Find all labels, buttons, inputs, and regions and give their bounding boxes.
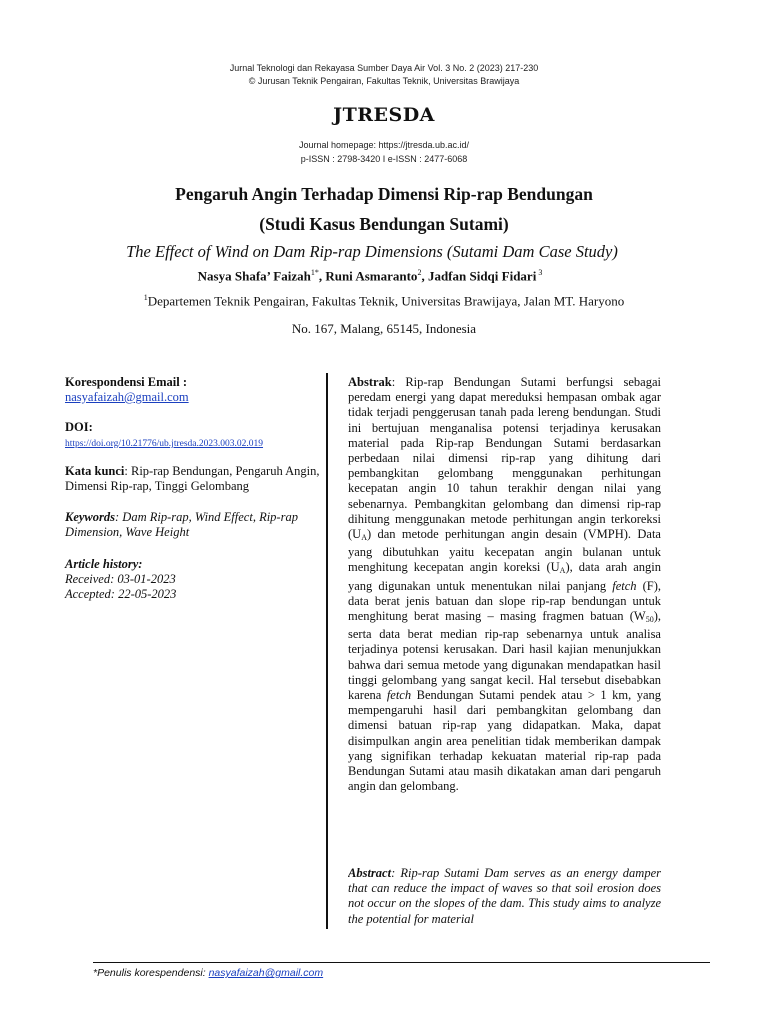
doi-block <box>65 420 323 452</box>
abstrak-text: ) dan metode perhitungan angin desain (VMPH). Data yang dibutuhkan yaitu kecepatan angin bulanan untuk menghitung kecepatan angin koreksi (U <box>348 527 661 575</box>
abstrak-text: Bendungan Sutami pendek atau > 1 km, yang mempengaruhi hasil dari pembangkitan gelombang dan dimensi batuan rip-rap yang didapatkan. Maka, dapat disimpulkan angin area penelitian tidak memberikan dampak yang signifikan terhadap kekuatan material rip-rap pada Bendungan Sutami atau masih dikatakan aman dari pengaruh angin dan gelombang. <box>348 688 662 794</box>
abstrak-text: : Rip-rap Bendungan Sutami berfungsi sebagai peredam energi yang dapat mereduksi hempasan ombak agar tidak terjadi penggerusan tanah pada lereng bendungan. Studi ini bertujuan menganalisa potensi terjadinya kerusakan material pada Rip-rap Bendungan Sutami berdasarkan perbedaan nilai dimensi rip-rap yang dihitung dari pembangkitan gelombang menggunakan perhitungan kecepatan angin 10 tahun terakhir dengan nilai yang sebenarnya. Pembangkitan gelombang dan dimensi rip-rap dihitung menggunakan metode perhitungan angin terkoreksi (U <box>348 375 661 542</box>
author-name: Nasya Shafa’ Faizah <box>197 268 311 284</box>
abstract-text: : Rip-rap Sutami Dam serves as an energy damper that can reduce the impact of waves so that soil erosion does not occur on the slopes of the dam. This study aims to analyze the potential for material <box>348 866 661 926</box>
author-list <box>0 268 740 284</box>
subscript: A <box>559 566 566 576</box>
doi-link[interactable]: https://doi.org/10.21776/ub.jtresda.2023.003.02.019 <box>65 439 264 449</box>
abstrak-text: ), serta data berat median rip-rap sebenarnya untuk analisa terjadinya potensi kerusakan. Dari hasil kajian menunjukkan bahwa dari semua metode yang digunakan mendapatkan hasil tinggi gelombang yang sangat kecil. Hal tersebut disebabkan karena <box>348 609 661 703</box>
affiliation-text: Departemen Teknik Pengairan, Fakultas Teknik, Universitas Brawijaya, Jalan MT. Haryono <box>147 293 625 309</box>
keywords-text: : Dam Rip-rap, Wind Effect, Rip-rap Dimension, Wave Height <box>65 510 298 539</box>
abstrak-label: Abstrak <box>348 375 392 389</box>
journal-volume-line: Jurnal Teknologi dan Rekayasa Sumber Daya Air Vol. 3 No. 2 (2023) 217-230 <box>229 63 539 73</box>
abstract-label: Abstract <box>348 866 392 880</box>
accepted-date: Accepted: 22-05-2023 <box>65 587 177 601</box>
abstract-english-paragraph <box>348 866 661 928</box>
italic-term: fetch <box>386 688 412 703</box>
paper-title-english: The Effect of Wind on Dam Rip-rap Dimensions (Sutami Dam Case Study) <box>126 242 618 261</box>
journal-homepage: Journal homepage: https://jtresda.ub.ac.id/ <box>298 140 470 150</box>
abstrak-text: (F), data berat jenis batuan dan slope rip-rap bendungan untuk menghitung berat masing – masing fragmen batuan (W <box>348 578 662 624</box>
author-separator: , <box>318 268 326 284</box>
correspondence-block <box>65 375 323 405</box>
author-affiliation-mark: 2 <box>417 268 422 277</box>
correspondence-email-link[interactable]: nasyafaizah@gmail.com <box>65 390 189 404</box>
abstrak-paragraph <box>348 375 661 794</box>
keywords-block <box>65 510 323 540</box>
affiliation-line-2: No. 167, Malang, 65145, Indonesia <box>291 321 477 336</box>
column-divider <box>326 373 328 929</box>
footnote-rule <box>93 962 710 963</box>
author-separator: , <box>421 268 428 284</box>
kata-kunci-block <box>65 464 323 494</box>
kata-kunci-label: Kata kunci <box>65 464 125 478</box>
author-name: Jadfan Sidqi Fidari <box>427 268 537 284</box>
affiliation-mark: 1 <box>143 293 148 302</box>
footnote-label: *Penulis korespendensi: <box>93 967 209 979</box>
correspondence-label: Korespondensi Email : <box>65 375 188 389</box>
footnote <box>93 967 323 979</box>
author-affiliation-mark: 3 <box>536 268 543 277</box>
article-history-label: Article history: <box>65 557 143 571</box>
italic-term: fetch <box>612 578 637 593</box>
affiliation-line-1 <box>0 293 768 309</box>
keywords-label: Keywords <box>65 510 115 524</box>
article-history-block <box>65 557 323 602</box>
doi-label: DOI: <box>65 420 93 434</box>
footnote-email-link[interactable]: nasyafaizah@gmail.com <box>208 967 324 979</box>
received-date: Received: 03-01-2023 <box>65 572 176 586</box>
paper-title-line-2: (Studi Kasus Bendungan Sutami) <box>259 214 509 234</box>
subscript: 50 <box>645 615 654 625</box>
author-affiliation-mark: 1* <box>310 268 319 277</box>
kata-kunci-text: : Rip-rap Bendungan, Pengaruh Angin, Dimensi Rip-rap, Tinggi Gelombang <box>65 464 320 493</box>
abstrak-text: ), data arah angin yang digunakan untuk menentukan nilai panjang <box>348 560 661 593</box>
author-name: Runi Asmaranto <box>325 268 418 284</box>
subscript: A <box>361 533 367 543</box>
copyright-line: © Jurusan Teknik Pengairan, Fakultas Teknik, Universitas Brawijaya <box>248 76 520 86</box>
journal-name: JTRESDA <box>333 104 435 126</box>
paper-title-line-1: Pengaruh Angin Terhadap Dimensi Rip-rap Bendungan <box>175 184 593 204</box>
journal-issn: p-ISSN : 2798-3420 I e-ISSN : 2477-6068 <box>300 154 468 164</box>
